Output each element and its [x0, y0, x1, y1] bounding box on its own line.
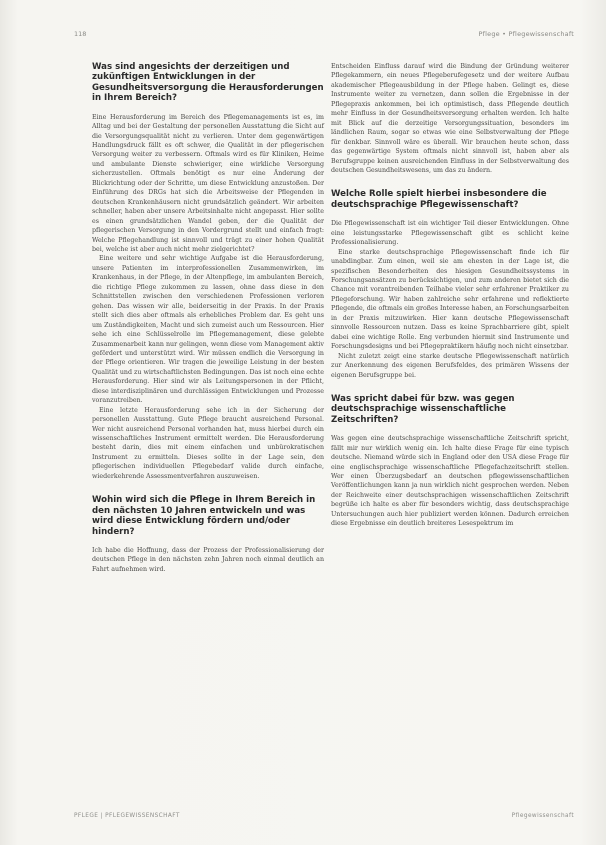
paragraph: Eine weitere und sehr wichtige Aufgabe ist die Herausforderung, unsere Patienten im interprofessionellen Zusammenwirken, im Krankenhaus, in der Pflege, in der Altenpflege, im ambulanten Bereich, die richtige Pflege zukommen zu lassen, ohne dass diese in den Schnittstellen zwischen den verschiedenen Professionen verloren gehen. Das wissen wir alle, beiderseitig in der Praxis. In der Praxis stellt sich dies aber oftmals als erhebliches Problem dar. Es geht uns um Zuständigkeiten, Macht und sich zumeist auch um Ressourcen. Hier sehe ich eine Schlüsselrolle im Pflegemanagement, diese gelebte Zusammenarbeit kann nur gelingen, wenn diese vom Management aktiv gefördert und unterstützt wird. Wir müssen endlich die Versorgung in der Pflege orientieren. Wir tragen die jeweilige Leistung in der besten Qualität und zu wirtschaftlichsten Bedingungen. Das ist noch eine echte Herausforderung. Hier sind wir als Leitungspersonen in der Pflicht, diese interdisziplinären und durchlässigen Entwicklungen und Prozesse voranzutreiben. [92, 255, 324, 405]
paragraph: Nicht zuletzt zeigt eine starke deutsche Pflegewissenschaft natürlich zur Anerkennung des eigenen Berufsfeldes, des primären Wissens der eigenen Berufsgruppe bei. [331, 352, 569, 379]
paragraph: Eine letzte Herausforderung sehe ich in der Sicherung der personellen Ausstattung. Gute Pflege braucht ausreichend Personal. Wer nicht ausreichend Personal vorhanden hat, muss hierbei durch ein wissenschaftliches Instrument ermittelt werden. Die Herausforderung besteht darin, dies mit einem einfachen und unbürokratischen Instrument zu ermitteln. Dieses sollte in der Lage sein, den pflegerischen individuellen Pflegebedarf valide durch einfache, wiederkehrende Assessmentverfahren auszuweisen. [92, 406, 324, 480]
section-heading: Was spricht dabei für bzw. was gegen deutschsprachige wissenschaftliche Zeitschriften? [331, 393, 515, 425]
section-body [331, 219, 569, 380]
left-column [92, 62, 324, 574]
paragraph: Die Pflegewissenschaft ist ein wichtiger Teil dieser Entwicklungen. Ohne eine leistungsstarke Pflegewissenschaft gibt es schlicht keine Professionalisierung. [331, 220, 569, 247]
paragraph: Was gegen eine deutschsprachige wissenschaftliche Zeitschrift spricht, fällt mir nur wirklich wenig ein. Ich halte diese Frage für eine typisch deutsche. Niemand würde sich in England oder den USA diese Frage für eine englischsprachige wissenschaftliche Pflegefachzeitschrift stellen. Wer einen Überzugsbedarf an deutschen pflegewissenschaftlichen Veröffentlichungen kann ja nun wirklich nicht gesprochen werden. Neben der Reichweite einer deutschsprachigen wissenschaftlichen Zeitschrift begrüße ich halte es aber für besonders wichtig, dass deutschsprachige Untersuchungen auch hier publiziert werden können. Dadurch erreichen diese Ergebnisse ein deutlich breiteres Lesespektrum im [331, 435, 569, 528]
section-body [92, 546, 324, 574]
section-body [92, 113, 324, 482]
section-heading: Wohin wird sich die Pflege in Ihrem Bereich in den nächsten 10 Jahren entwickeln und was wird diese Entwicklung fördern und/oder hindern? [92, 495, 316, 537]
page-header [74, 30, 574, 44]
footer-right: Pflegewissenschaft [511, 813, 574, 819]
footer-left: PFLEGE | PFLEGEWISSENSCHAFT [74, 813, 180, 819]
paragraph: Entscheiden Einfluss darauf wird die Bindung der Gründung weiterer Pflegekammern, ein neues Pflegeberufegesetz und der weitere Aufbau akademischer Pflegeausbildung in der Pflege haben. Gelingt es, diese Instrumente weiter zu vernetzen, dann sollen die Ergebnisse in der Pflegepraxis ankommen, bei ich optimistisch, dass Pflegende deutlich mehr Einfluss in der Gesundheitsversorgung erhalten werden. Ich halte mit Blick auf die derzeitige Versorgungssituation, besonders im ländlichen Raum, sogar so etwas wie eine Selbstverwaltung der Pflege für denkbar. Sinnvoll wäre es überall. Wir brauchen heute schon, dass das gegenwärtige System oftmals nicht sinnvoll ist, haben aber als Berufsgruppe keinen ausreichenden Einfluss in der Selbstverwaltung des deutschen Gesundheitswesens, um das zu ändern. [331, 63, 569, 174]
section-body [331, 62, 569, 175]
right-column [331, 62, 569, 529]
section-body [331, 434, 569, 529]
section-heading: Was sind angesichts der derzeitigen und zukünftigen Entwicklungen in der Gesundheitsversorgung die Herausforderungen in Ihrem Bereich? [92, 62, 324, 104]
section-heading: Welche Rolle spielt hierbei insbesondere die deutschsprachige Pflegewissenschaft? [331, 189, 547, 210]
page-footer [74, 813, 574, 825]
paragraph: Eine starke deutschsprachige Pflegewissenschaft finde ich für unabdingbar. Zum einen, weil sie am ehesten in der Lage ist, die spezifischen Besonderheiten des hiesigen Gesundheitssystems in Forschungsansätzen zu berücksichtigen, und zum anderen bietet sich die Chance mit vorantreibenden Teilhabe vieler sehr erfahrener Praktiker zu Pflegeforschung. Wir haben zahlreiche sehr erfahrene und reflektierte Pflegende, die oftmals ein großes Interesse haben, an Forschungsarbeiten in der Praxis mitzuwirken. Hier kann deutsche Pflegewissenschaft sinnvolle Ressourcen nutzen. Dass es keine Sprachbarriere gibt, spielt dabei eine wichtige Rolle. Eng verbunden hiermit sind Instrumente und Forschungsdesigns und bei Pflegepraktikern häufig noch nicht einsetzbar. [331, 248, 569, 351]
page-number: 118 [74, 30, 87, 38]
paragraph: Eine Herausforderung im Bereich des Pflegemanagements ist es, im Alltag und bei der Gestaltung der personellen Ausstattung die Sicht auf die Versorgungsqualität nicht zu verlieren. Unter dem gegenwärtigen Handlungsdruck fällt es oft schwer, die Qualität in der pflegerischen Versorgung weiter zu verbessern. Oftmals wird es für Kliniken, Heime und ambulante Dienste schwieriger, eine wirkliche Versorgung sicherzustellen. Oftmals benötigt es nur eine Änderung der Blickrichtung oder der Schritte, um diese Entwicklung anzustoßen. Der Einführung des DRGs hat sich die Arbeitsweise der Pflegenden in deutschen Krankenhäusern nicht grundsätzlich geändert. Wir arbeiten schneller, haben aber unsere Arbeitsinhalte nicht angepasst. Hier sollte es einen grundsätzlichen Wandel geben, der die Qualität der pflegerischen Versorgung in den Vordergrund stellt und einfach fragt: Welche Pflegehandlung ist sinnvoll und trägt zu einer hohen Qualität bei, welche ist aber auch nicht mehr zielgerichtet? [92, 113, 324, 253]
running-title: Pflege • Pflegewissenschaft [478, 30, 574, 38]
paragraph: Ich habe die Hoffnung, dass der Prozess der Professionalisierung der deutschen Pflege in den nächsten zehn Jahren noch einmal deutlich an Fahrt aufnehmen wird. [92, 546, 324, 573]
